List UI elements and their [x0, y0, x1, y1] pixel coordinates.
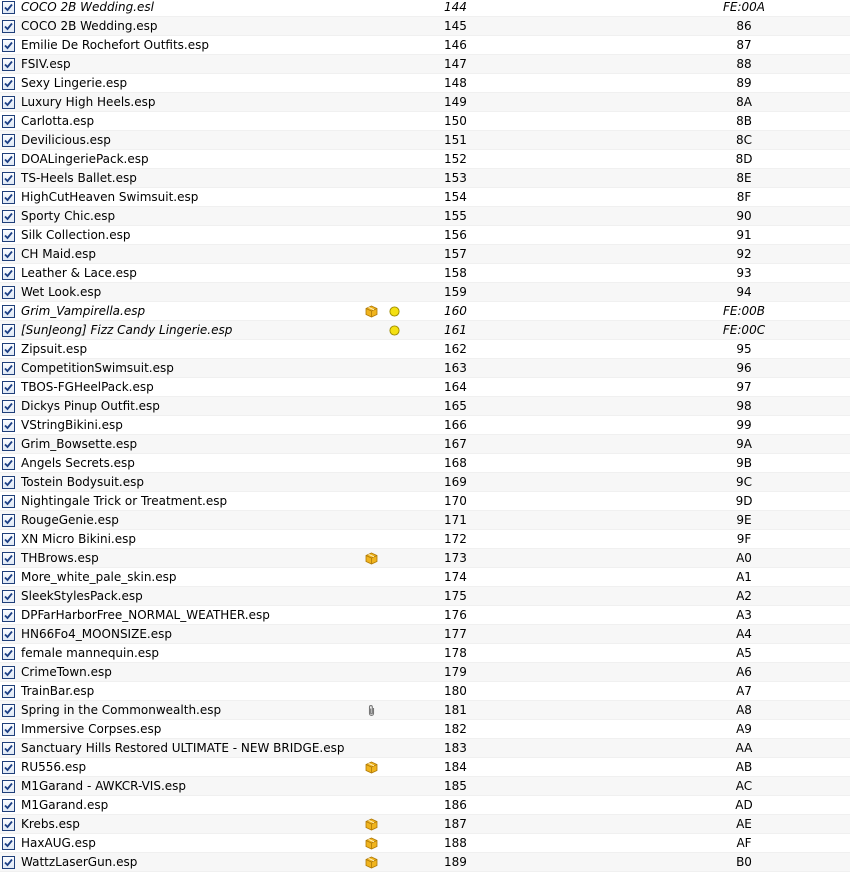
plugin-priority: 163: [444, 361, 467, 375]
plugin-priority: 153: [444, 171, 467, 185]
plugin-row[interactable]: [0, 207, 850, 226]
plugin-enabled-checkbox[interactable]: [2, 780, 15, 793]
checkbox-checked-icon: [4, 535, 13, 544]
plugin-priority: 176: [444, 608, 467, 622]
plugin-mod-index: 9C: [735, 475, 752, 489]
plugin-row[interactable]: [0, 511, 850, 530]
plugin-name: Luxury High Heels.esp: [21, 95, 156, 109]
plugin-name: RU556.esp: [21, 760, 87, 774]
plugin-name: TrainBar.esp: [21, 684, 95, 698]
package-icon: [365, 761, 378, 774]
plugin-priority: 166: [444, 418, 467, 432]
plugin-name: HaxAUG.esp: [21, 836, 96, 850]
plugin-name: M1Garand - AWKCR-VIS.esp: [21, 779, 187, 793]
plugin-row[interactable]: [0, 473, 850, 492]
plugin-mod-index: AE: [736, 817, 752, 831]
plugin-flags: [364, 549, 414, 568]
checkbox-checked-icon: [4, 22, 13, 31]
plugin-enabled-checkbox[interactable]: [2, 191, 15, 204]
plugin-name: Krebs.esp: [21, 817, 80, 831]
plugin-enabled-checkbox[interactable]: [2, 20, 15, 33]
package-icon: [365, 305, 378, 318]
plugin-priority: 155: [444, 209, 467, 223]
plugin-row[interactable]: [0, 0, 850, 17]
checkbox-checked-icon: [4, 231, 13, 240]
plugin-name: COCO 2B Wedding.esp: [21, 19, 158, 33]
plugin-priority: 154: [444, 190, 467, 204]
plugin-row[interactable]: [0, 131, 850, 150]
plugin-enabled-checkbox[interactable]: [2, 742, 15, 755]
plugin-priority: 167: [444, 437, 467, 451]
plugin-row[interactable]: [0, 815, 850, 834]
plugin-row[interactable]: [0, 796, 850, 815]
plugin-mod-index: A3: [736, 608, 752, 622]
checkbox-checked-icon: [4, 212, 13, 221]
plugin-row[interactable]: [0, 853, 850, 872]
plugin-flags: [364, 815, 414, 834]
plugin-priority: 151: [444, 133, 467, 147]
plugin-mod-index: AD: [735, 798, 753, 812]
plugin-enabled-checkbox[interactable]: [2, 647, 15, 660]
checkbox-checked-icon: [4, 839, 13, 848]
plugin-row[interactable]: [0, 340, 850, 359]
plugin-name: Carlotta.esp: [21, 114, 95, 128]
checkbox-checked-icon: [4, 250, 13, 259]
plugin-mod-index: 9A: [736, 437, 752, 451]
checkbox-checked-icon: [4, 269, 13, 278]
checkbox-checked-icon: [4, 649, 13, 658]
plugin-mod-index: 96: [736, 361, 752, 375]
plugin-row[interactable]: [0, 530, 850, 549]
plugin-name: CrimeTown.esp: [21, 665, 112, 679]
plugin-row[interactable]: [0, 55, 850, 74]
package-icon: [365, 818, 378, 831]
plugin-priority: 146: [444, 38, 467, 52]
plugin-row[interactable]: [0, 378, 850, 397]
plugin-priority: 189: [444, 855, 467, 869]
plugin-mod-index: 9F: [736, 532, 752, 546]
plugin-row[interactable]: [0, 17, 850, 36]
plugin-name: M1Garand.esp: [21, 798, 109, 812]
plugin-priority: 144: [444, 0, 467, 14]
plugin-row[interactable]: [0, 264, 850, 283]
plugin-priority: 181: [444, 703, 467, 717]
plugin-priority: 150: [444, 114, 467, 128]
checkbox-checked-icon: [4, 858, 13, 867]
plugin-mod-index: 93: [736, 266, 752, 280]
plugin-row[interactable]: [0, 777, 850, 796]
plugin-mod-index: 89: [736, 76, 752, 90]
plugin-priority: 152: [444, 152, 467, 166]
plugin-mod-index: A7: [736, 684, 752, 698]
plugin-priority: 170: [444, 494, 467, 508]
plugin-mod-index: 98: [736, 399, 752, 413]
yellow-dot-icon: [388, 324, 401, 337]
plugin-priority: 168: [444, 456, 467, 470]
plugin-mod-index: A5: [736, 646, 752, 660]
plugin-enabled-checkbox[interactable]: [2, 514, 15, 527]
plugin-row[interactable]: [0, 701, 850, 720]
plugin-name: CompetitionSwimsuit.esp: [21, 361, 174, 375]
plugin-priority: 161: [444, 323, 467, 337]
plugin-priority: 186: [444, 798, 467, 812]
plugin-enabled-checkbox[interactable]: [2, 286, 15, 299]
plugin-name: Leather & Lace.esp: [21, 266, 137, 280]
plugin-row[interactable]: [0, 492, 850, 511]
yellow-dot-icon: [388, 305, 401, 318]
plugin-enabled-checkbox[interactable]: [2, 609, 15, 622]
checkbox-checked-icon: [4, 41, 13, 50]
plugin-mod-index: 88: [736, 57, 752, 71]
plugin-enabled-checkbox[interactable]: [2, 628, 15, 641]
plugin-name: TS-Heels Ballet.esp: [21, 171, 137, 185]
plugin-flags: [364, 302, 414, 321]
plugin-mod-index: A9: [736, 722, 752, 736]
plugin-mod-index: 8B: [736, 114, 752, 128]
plugin-enabled-checkbox[interactable]: [2, 153, 15, 166]
checkbox-checked-icon: [4, 440, 13, 449]
checkbox-checked-icon: [4, 687, 13, 696]
plugin-row[interactable]: [0, 587, 850, 606]
plugin-mod-index: A2: [736, 589, 752, 603]
plugin-enabled-checkbox[interactable]: [2, 495, 15, 508]
plugin-mod-index: 92: [736, 247, 752, 261]
plugin-name: Sporty Chic.esp: [21, 209, 116, 223]
plugin-enabled-checkbox[interactable]: [2, 248, 15, 261]
plugin-priority: 169: [444, 475, 467, 489]
plugin-enabled-checkbox[interactable]: [2, 400, 15, 413]
plugin-row[interactable]: [0, 302, 850, 321]
plugin-mod-index: 87: [736, 38, 752, 52]
plugin-row[interactable]: [0, 36, 850, 55]
plugin-flags: [364, 834, 414, 853]
plugin-priority: 148: [444, 76, 467, 90]
checkbox-checked-icon: [4, 820, 13, 829]
plugin-enabled-checkbox[interactable]: [2, 381, 15, 394]
paperclip-icon: [365, 704, 378, 717]
plugin-priority: 188: [444, 836, 467, 850]
plugin-row[interactable]: [0, 169, 850, 188]
plugin-name: RougeGenie.esp: [21, 513, 119, 527]
plugin-name: CH Maid.esp: [21, 247, 96, 261]
plugin-mod-index: 8F: [736, 190, 752, 204]
plugin-row[interactable]: [0, 549, 850, 568]
plugin-priority: 145: [444, 19, 467, 33]
plugin-mod-index: 8C: [735, 133, 752, 147]
plugin-priority: 157: [444, 247, 467, 261]
plugin-enabled-checkbox[interactable]: [2, 533, 15, 546]
plugin-name: HighCutHeaven Swimsuit.esp: [21, 190, 199, 204]
plugin-enabled-checkbox[interactable]: [2, 324, 15, 337]
plugin-enabled-checkbox[interactable]: [2, 761, 15, 774]
plugin-enabled-checkbox[interactable]: [2, 1, 15, 14]
plugin-mod-index: 86: [736, 19, 752, 33]
plugin-flags: [364, 321, 414, 340]
plugin-enabled-checkbox[interactable]: [2, 343, 15, 356]
plugin-row[interactable]: [0, 435, 850, 454]
plugin-priority: 175: [444, 589, 467, 603]
plugin-mod-index: AC: [735, 779, 753, 793]
plugin-priority: 184: [444, 760, 467, 774]
plugin-row[interactable]: [0, 568, 850, 587]
plugin-name: FSIV.esp: [21, 57, 71, 71]
plugin-priority: 147: [444, 57, 467, 71]
plugin-mod-index: 95: [736, 342, 752, 356]
plugin-row[interactable]: [0, 245, 850, 264]
plugin-enabled-checkbox[interactable]: [2, 438, 15, 451]
checkbox-checked-icon: [4, 345, 13, 354]
plugin-row[interactable]: [0, 188, 850, 207]
checkbox-checked-icon: [4, 383, 13, 392]
package-icon: [365, 837, 378, 850]
plugin-priority: 164: [444, 380, 467, 394]
plugin-priority: 162: [444, 342, 467, 356]
plugin-row[interactable]: [0, 150, 850, 169]
plugin-enabled-checkbox[interactable]: [2, 267, 15, 280]
plugin-row[interactable]: [0, 283, 850, 302]
plugin-name: DPFarHarborFree_NORMAL_WEATHER.esp: [21, 608, 270, 622]
plugin-enabled-checkbox[interactable]: [2, 685, 15, 698]
plugin-mod-index: 8A: [736, 95, 752, 109]
checkbox-checked-icon: [4, 364, 13, 373]
plugin-name: Angels Secrets.esp: [21, 456, 135, 470]
plugin-name: Sanctuary Hills Restored ULTIMATE - NEW BRIDGE.esp: [21, 741, 345, 755]
plugin-row[interactable]: [0, 739, 850, 758]
plugin-row[interactable]: [0, 720, 850, 739]
plugin-enabled-checkbox[interactable]: [2, 39, 15, 52]
checkbox-checked-icon: [4, 98, 13, 107]
plugin-name: XN Micro Bikini.esp: [21, 532, 136, 546]
checkbox-checked-icon: [4, 763, 13, 772]
plugin-mod-index: 97: [736, 380, 752, 394]
plugin-enabled-checkbox[interactable]: [2, 229, 15, 242]
checkbox-checked-icon: [4, 288, 13, 297]
checkbox-checked-icon: [4, 3, 13, 12]
plugin-name: Nightingale Trick or Treatment.esp: [21, 494, 228, 508]
checkbox-checked-icon: [4, 117, 13, 126]
plugin-row[interactable]: [0, 663, 850, 682]
checkbox-checked-icon: [4, 744, 13, 753]
plugin-mod-index: 91: [736, 228, 752, 242]
checkbox-checked-icon: [4, 421, 13, 430]
checkbox-checked-icon: [4, 801, 13, 810]
plugin-name: Tostein Bodysuit.esp: [21, 475, 144, 489]
plugin-name: Zipsuit.esp: [21, 342, 88, 356]
plugin-priority: 183: [444, 741, 467, 755]
plugin-mod-index: 9B: [736, 456, 752, 470]
plugin-enabled-checkbox[interactable]: [2, 172, 15, 185]
plugin-name: THBrows.esp: [21, 551, 99, 565]
checkbox-checked-icon: [4, 402, 13, 411]
plugin-mod-index: A4: [736, 627, 752, 641]
checkbox-checked-icon: [4, 668, 13, 677]
plugin-flags: [364, 853, 414, 872]
plugin-enabled-checkbox[interactable]: [2, 96, 15, 109]
plugin-row[interactable]: [0, 758, 850, 777]
plugin-mod-index: FE:00A: [722, 0, 765, 14]
checkbox-checked-icon: [4, 725, 13, 734]
plugin-name: Silk Collection.esp: [21, 228, 131, 242]
plugin-flags: [364, 701, 414, 720]
plugin-name: Grim_Vampirella.esp: [21, 304, 146, 318]
plugin-priority: 179: [444, 665, 467, 679]
plugin-priority: 178: [444, 646, 467, 660]
plugin-name: COCO 2B Wedding.esl: [21, 0, 154, 14]
plugin-row[interactable]: [0, 321, 850, 340]
checkbox-checked-icon: [4, 630, 13, 639]
plugin-name: female mannequin.esp: [21, 646, 160, 660]
checkbox-checked-icon: [4, 307, 13, 316]
plugin-mod-index: AF: [736, 836, 752, 850]
plugin-mod-index: B0: [736, 855, 752, 869]
plugin-enabled-checkbox[interactable]: [2, 590, 15, 603]
plugin-row[interactable]: [0, 625, 850, 644]
plugin-row[interactable]: [0, 397, 850, 416]
checkbox-checked-icon: [4, 136, 13, 145]
plugin-row[interactable]: [0, 226, 850, 245]
plugin-name: SleekStylesPack.esp: [21, 589, 143, 603]
plugin-row[interactable]: [0, 454, 850, 473]
plugin-enabled-checkbox[interactable]: [2, 419, 15, 432]
plugin-mod-index: AB: [735, 760, 753, 774]
plugin-mod-index: FE:00B: [722, 304, 766, 318]
package-icon: [365, 552, 378, 565]
plugin-priority: 187: [444, 817, 467, 831]
plugin-enabled-checkbox[interactable]: [2, 77, 15, 90]
plugin-enabled-checkbox[interactable]: [2, 476, 15, 489]
plugin-name: [SunJeong] Fizz Candy Lingerie.esp: [21, 323, 233, 337]
plugin-priority: 160: [444, 304, 467, 318]
plugin-row[interactable]: [0, 359, 850, 378]
checkbox-checked-icon: [4, 155, 13, 164]
checkbox-checked-icon: [4, 459, 13, 468]
plugin-enabled-checkbox[interactable]: [2, 571, 15, 584]
plugin-priority: 173: [444, 551, 467, 565]
plugin-enabled-checkbox[interactable]: [2, 818, 15, 831]
plugin-mod-index: 9D: [735, 494, 753, 508]
plugin-priority: 171: [444, 513, 467, 527]
plugin-enabled-checkbox[interactable]: [2, 552, 15, 565]
plugin-row[interactable]: [0, 682, 850, 701]
plugin-name: TBOS-FGHeelPack.esp: [21, 380, 154, 394]
plugin-enabled-checkbox[interactable]: [2, 58, 15, 71]
plugin-name: DOALingeriePack.esp: [21, 152, 149, 166]
plugin-row[interactable]: [0, 834, 850, 853]
plugin-mod-index: A8: [736, 703, 752, 717]
plugin-enabled-checkbox[interactable]: [2, 723, 15, 736]
checkbox-checked-icon: [4, 516, 13, 525]
plugin-mod-index: FE:00C: [722, 323, 766, 337]
plugin-mod-index: A0: [736, 551, 752, 565]
plugin-priority: 182: [444, 722, 467, 736]
plugin-name: Wet Look.esp: [21, 285, 102, 299]
plugin-enabled-checkbox[interactable]: [2, 837, 15, 850]
plugin-row[interactable]: [0, 606, 850, 625]
plugin-priority: 172: [444, 532, 467, 546]
plugin-priority: 156: [444, 228, 467, 242]
plugin-enabled-checkbox[interactable]: [2, 362, 15, 375]
plugin-name: Immersive Corpses.esp: [21, 722, 162, 736]
plugin-mod-index: A6: [736, 665, 752, 679]
plugin-enabled-checkbox[interactable]: [2, 305, 15, 318]
plugin-enabled-checkbox[interactable]: [2, 666, 15, 679]
plugin-priority: 158: [444, 266, 467, 280]
checkbox-checked-icon: [4, 478, 13, 487]
checkbox-checked-icon: [4, 193, 13, 202]
plugin-name: Dickys Pinup Outfit.esp: [21, 399, 160, 413]
plugin-priority: 149: [444, 95, 467, 109]
plugin-priority: 180: [444, 684, 467, 698]
checkbox-checked-icon: [4, 554, 13, 563]
plugin-name: VStringBikini.esp: [21, 418, 123, 432]
plugin-priority: 185: [444, 779, 467, 793]
checkbox-checked-icon: [4, 573, 13, 582]
plugin-row[interactable]: [0, 74, 850, 93]
plugin-name: Devilicious.esp: [21, 133, 111, 147]
checkbox-checked-icon: [4, 60, 13, 69]
checkbox-checked-icon: [4, 326, 13, 335]
checkbox-checked-icon: [4, 592, 13, 601]
plugin-mod-index: A1: [736, 570, 752, 584]
plugin-name: HN66Fo4_MOONSIZE.esp: [21, 627, 172, 641]
plugin-mod-index: 94: [736, 285, 752, 299]
plugin-enabled-checkbox[interactable]: [2, 799, 15, 812]
plugin-enabled-checkbox[interactable]: [2, 704, 15, 717]
plugin-priority: 165: [444, 399, 467, 413]
plugin-row[interactable]: [0, 112, 850, 131]
plugin-mod-index: AA: [735, 741, 753, 755]
plugin-mod-index: 90: [736, 209, 752, 223]
plugin-enabled-checkbox[interactable]: [2, 210, 15, 223]
plugin-mod-index: 8E: [736, 171, 752, 185]
plugin-priority: 159: [444, 285, 467, 299]
plugin-name: Emilie De Rochefort Outfits.esp: [21, 38, 209, 52]
plugin-row[interactable]: [0, 416, 850, 435]
plugin-enabled-checkbox[interactable]: [2, 134, 15, 147]
plugin-name: Sexy Lingerie.esp: [21, 76, 128, 90]
checkbox-checked-icon: [4, 611, 13, 620]
plugin-name: Grim_Bowsette.esp: [21, 437, 138, 451]
plugin-mod-index: 9E: [736, 513, 752, 527]
plugin-enabled-checkbox[interactable]: [2, 457, 15, 470]
plugin-enabled-checkbox[interactable]: [2, 856, 15, 869]
plugin-row[interactable]: [0, 93, 850, 112]
plugin-row[interactable]: [0, 644, 850, 663]
plugin-name: WattzLaserGun.esp: [21, 855, 138, 869]
plugin-mod-index: 99: [736, 418, 752, 432]
plugin-mod-index: 8D: [735, 152, 753, 166]
plugin-name: More_white_pale_skin.esp: [21, 570, 177, 584]
checkbox-checked-icon: [4, 782, 13, 791]
checkbox-checked-icon: [4, 706, 13, 715]
plugin-name: Spring in the Commonwealth.esp: [21, 703, 222, 717]
plugin-priority: 177: [444, 627, 467, 641]
checkbox-checked-icon: [4, 174, 13, 183]
plugin-flags: [364, 758, 414, 777]
plugin-enabled-checkbox[interactable]: [2, 115, 15, 128]
checkbox-checked-icon: [4, 497, 13, 506]
plugin-priority: 174: [444, 570, 467, 584]
checkbox-checked-icon: [4, 79, 13, 88]
package-icon: [365, 856, 378, 869]
